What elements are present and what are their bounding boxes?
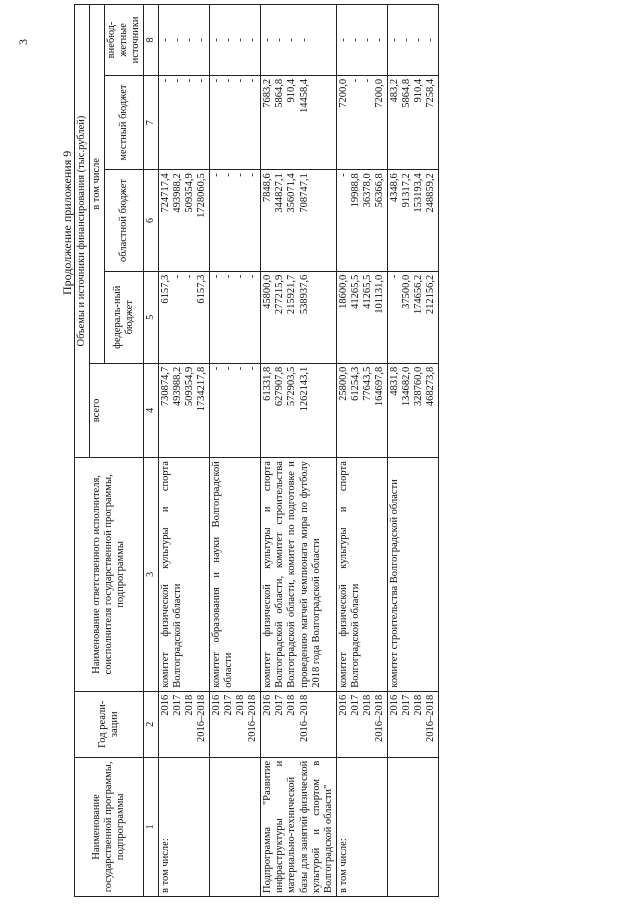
value-line: - <box>349 78 361 83</box>
page-number: 3 <box>16 39 30 45</box>
year-cell <box>210 691 261 757</box>
value-line: 41265,5 <box>361 274 373 309</box>
value-line: - <box>183 38 195 42</box>
value-line: 538937,6 <box>298 274 310 315</box>
value-line: 2016–2018 <box>298 694 310 742</box>
value-line: - <box>235 38 247 42</box>
regional-values <box>158 170 209 271</box>
value-line: - <box>247 366 259 371</box>
value-line: 215921,7 <box>286 274 298 315</box>
program-name-cell: Подпрограмма "Развитие инфраструктуры и материально-технической базы для занятий физической культурой и спортом в Волгоградской области" <box>261 757 336 896</box>
header-year: Год реали-зации <box>75 691 144 757</box>
value-line: 77643,5 <box>361 366 373 401</box>
header-funding: Объемы и источники финансирования (тыс.рублей) <box>75 5 90 458</box>
local-values <box>387 75 438 169</box>
column-index: 2 <box>144 691 159 757</box>
value-line: 627907,8 <box>274 366 286 407</box>
year-cell <box>336 691 387 757</box>
value-line: 18600,0 <box>337 274 349 309</box>
value-line: 1728060,5 <box>196 173 207 218</box>
value-line: - <box>298 38 310 42</box>
value-line: - <box>349 38 361 42</box>
local-values <box>336 75 387 169</box>
table-row <box>336 5 387 897</box>
header-federal: федераль-ный бюджет <box>105 271 144 363</box>
value-line: 708747,1 <box>298 173 310 213</box>
value-line: 41265,5 <box>349 274 361 309</box>
value-line: 7200,0 <box>337 78 349 108</box>
executor-cell: комитет физической культуры и спорта Волгоградской области, комитет строительства Волгоградской области, комитет по подготовке и проведению матчей чемпионата мира по футболу 2018 года Волгоградской области <box>261 458 336 692</box>
value-line: 101131,0 <box>373 274 385 314</box>
header-total: всего <box>90 363 144 457</box>
local-values <box>210 75 261 169</box>
value-line: 56366,8 <box>373 173 385 208</box>
extrabudget-values <box>261 5 336 76</box>
table-row <box>210 5 261 897</box>
value-line: 2018 <box>361 694 373 716</box>
value-line: 37500,0 <box>401 274 412 309</box>
regional-values <box>336 170 387 271</box>
value-line: - <box>425 38 437 42</box>
total-values <box>336 363 387 457</box>
value-line: - <box>286 38 298 42</box>
value-line: - <box>196 38 207 42</box>
extrabudget-values <box>210 5 261 76</box>
header-program-name: Наименование государственной программы, подпрограммы <box>75 757 144 896</box>
value-line: 2016 <box>337 694 349 716</box>
regional-values <box>261 170 336 271</box>
value-line: 4831,8 <box>388 366 400 396</box>
program-name-cell <box>210 757 261 896</box>
value-line: - <box>223 38 235 42</box>
value-line: - <box>211 274 223 279</box>
value-line: 248859,2 <box>425 173 437 213</box>
value-line: - <box>183 78 195 83</box>
value-line: 493988,2 <box>171 366 183 407</box>
value-line: 572903,5 <box>286 366 298 407</box>
value-line: 2016–2018 <box>247 694 259 742</box>
value-line: - <box>337 173 349 177</box>
value-line: 7848,6 <box>262 173 274 203</box>
extrabudget-values <box>336 5 387 76</box>
year-cell <box>158 691 209 757</box>
value-line: - <box>171 38 183 42</box>
value-line: 6157,3 <box>159 274 171 304</box>
value-line: - <box>274 38 286 42</box>
value-line: 2016 <box>211 694 223 716</box>
value-line: - <box>235 366 247 371</box>
value-line: - <box>388 38 400 42</box>
value-line: - <box>171 274 183 279</box>
value-line: 5864,8 <box>274 78 286 108</box>
value-line: 153193,4 <box>413 173 425 213</box>
value-line: 2016 <box>159 694 171 716</box>
header-regional: областной бюджет <box>105 170 144 271</box>
value-line: 45800,0 <box>262 274 274 309</box>
executor-cell: комитет физической культуры и спорта Волгоградской области <box>336 458 387 692</box>
value-line: 2016 <box>388 694 400 716</box>
year-cell <box>387 691 438 757</box>
value-line: 2018 <box>235 694 247 716</box>
value-line: 2016–2018 <box>196 694 207 742</box>
value-line: 164697,8 <box>373 366 385 407</box>
value-line: 509354,9 <box>183 366 195 407</box>
value-line: 2016–2018 <box>425 694 437 742</box>
value-line: - <box>247 173 259 177</box>
federal-values <box>210 271 261 363</box>
value-line: - <box>183 274 195 279</box>
value-line: - <box>159 38 171 42</box>
table-row <box>158 5 209 897</box>
table-row <box>261 5 336 897</box>
column-index: 4 <box>144 363 159 457</box>
value-line: 4348,6 <box>388 173 400 203</box>
value-line: 2018 <box>413 694 425 716</box>
value-line: 328760,0 <box>413 366 425 407</box>
value-line: - <box>413 38 425 42</box>
value-line: 493988,2 <box>171 173 183 213</box>
executor-cell: комитет физической культуры и спорта Волгоградской области <box>158 458 209 692</box>
value-line: 1262143,1 <box>298 366 310 412</box>
value-line: 724717,4 <box>159 173 171 213</box>
value-line: 2018 <box>183 694 195 716</box>
total-values <box>158 363 209 457</box>
total-values <box>210 363 261 457</box>
local-values <box>261 75 336 169</box>
local-values <box>158 75 209 169</box>
value-line: 344827,1 <box>274 173 286 213</box>
value-line: 7200,0 <box>373 78 385 108</box>
header-executor: Наименование ответственного исполнителя, соисполнителя государственной программы, подпрограммы <box>75 458 144 692</box>
header-including: в том числе <box>90 5 105 364</box>
value-line: 14458,4 <box>298 78 310 114</box>
value-line: - <box>247 274 259 279</box>
header-extrabudget: внебюд-жетные источники <box>105 5 144 76</box>
value-line: - <box>196 78 207 83</box>
column-index: 5 <box>144 271 159 363</box>
value-line: - <box>373 38 385 42</box>
value-line: 1734217,8 <box>196 366 207 412</box>
executor-cell: комитет строительства Волгоградской области <box>387 458 438 692</box>
value-line: 910,4 <box>413 78 425 103</box>
value-line: - <box>361 38 373 42</box>
value-line: 356071,4 <box>286 173 298 213</box>
program-name-cell: в том числе: <box>336 757 387 896</box>
value-line: 277215,9 <box>274 274 286 315</box>
federal-values <box>158 271 209 363</box>
column-index: 1 <box>144 757 159 896</box>
value-line: 730874,7 <box>159 366 171 407</box>
program-name-cell <box>387 757 438 896</box>
value-line: - <box>223 366 235 371</box>
value-line: 6157,3 <box>196 274 207 304</box>
total-values <box>387 363 438 457</box>
value-line: 7258,4 <box>425 78 437 108</box>
value-line: 25800,0 <box>337 366 349 401</box>
value-line: 134682,0 <box>401 366 412 407</box>
extrabudget-values <box>387 5 438 76</box>
column-index: 8 <box>144 5 159 76</box>
value-line: - <box>235 78 247 83</box>
value-line: - <box>171 78 183 83</box>
continuation-note: Продолжение приложения 9 <box>60 150 74 295</box>
column-index: 7 <box>144 75 159 169</box>
federal-values <box>336 271 387 363</box>
column-index: 6 <box>144 170 159 271</box>
value-line: 2018 <box>286 694 298 716</box>
total-values <box>261 363 336 457</box>
extrabudget-values <box>158 5 209 76</box>
federal-values <box>261 271 336 363</box>
header-local: местный бюджет <box>105 75 144 169</box>
value-line: - <box>211 78 223 83</box>
federal-values <box>387 271 438 363</box>
value-line: - <box>262 38 274 42</box>
value-line: - <box>159 78 171 83</box>
value-line: 91317,2 <box>401 173 412 208</box>
table-body <box>158 5 438 897</box>
value-line: 2017 <box>274 694 286 716</box>
value-line: - <box>247 38 259 42</box>
column-index: 3 <box>144 458 159 692</box>
value-line: 509354,9 <box>183 173 195 213</box>
value-line: 61331,8 <box>262 366 274 401</box>
value-line: 2017 <box>349 694 361 716</box>
value-line: 468273,8 <box>425 366 437 407</box>
value-line: - <box>223 78 235 83</box>
year-cell <box>261 691 336 757</box>
value-line: 5864,8 <box>401 78 412 108</box>
value-line: - <box>361 78 373 83</box>
value-line: - <box>337 38 349 42</box>
value-line: - <box>223 274 235 279</box>
value-line: 2017 <box>223 694 235 716</box>
value-line: 2016 <box>262 694 274 716</box>
value-line: 2016–2018 <box>373 694 385 742</box>
table-row <box>387 5 438 897</box>
value-line: - <box>247 78 259 83</box>
value-line: 61254,3 <box>349 366 361 401</box>
funding-table <box>74 4 439 897</box>
value-line: 19988,8 <box>349 173 361 208</box>
value-line: 483,2 <box>388 78 400 103</box>
value-line: 36378,0 <box>361 173 373 208</box>
executor-cell: комитет образования и науки Волгоградской области <box>210 458 261 692</box>
value-line: - <box>211 38 223 42</box>
value-line: - <box>388 274 400 279</box>
program-name-cell: в том числе: <box>158 757 209 896</box>
value-line: - <box>235 274 247 279</box>
value-line: - <box>211 366 223 371</box>
regional-values <box>210 170 261 271</box>
value-line: - <box>211 173 223 177</box>
value-line: 910,4 <box>286 78 298 103</box>
value-line: - <box>401 38 412 42</box>
value-line: 7683,2 <box>262 78 274 108</box>
regional-values <box>387 170 438 271</box>
value-line: 212156,2 <box>425 274 437 315</box>
value-line: - <box>235 173 247 177</box>
value-line: - <box>223 173 235 177</box>
value-line: 2017 <box>171 694 183 716</box>
value-line: 2017 <box>401 694 412 716</box>
value-line: 174656,2 <box>413 274 425 315</box>
